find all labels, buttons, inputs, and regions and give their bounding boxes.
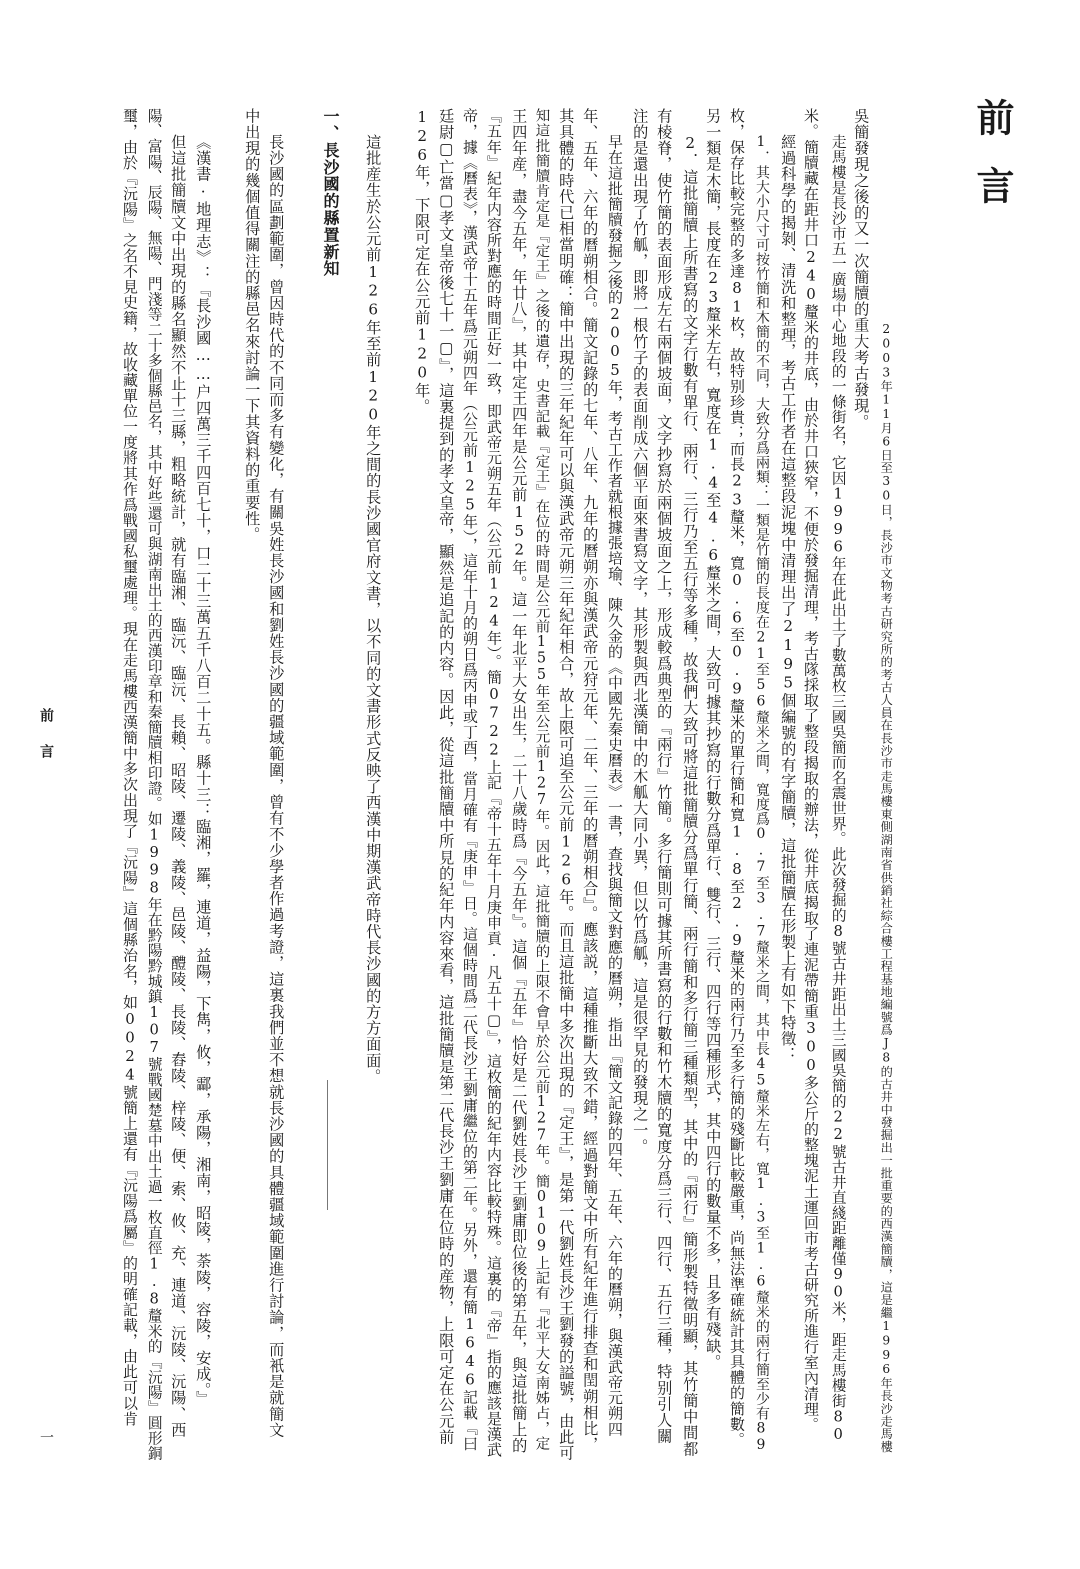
text-column: 王四年産，盡今五年，年廿八』，其中定王四年是公元前152年。這一年北平大女出生，二十八歲時爲『今五年』。這個『五年』恰好是二代劉姓長沙王劉庸即位後的第五年，與這批簡上的 bbox=[510, 108, 529, 1454]
text-column: 長沙國的區劃範圍，曾因時代的不同而多有變化，有關吳姓長沙國和劉姓長沙國的疆域範圍，曾有不少學者作過考證，這裏我們並不想就長沙國的具體疆域範圍進行討論，而衹是就簡文 bbox=[267, 134, 286, 1439]
text-column: 走馬樓是長沙市五一廣場中心地段的一條街名，它因1996年在此出土了數萬枚三國吳簡而名震世界。此次發掘的8號古井距出土三國吳簡的22號古井直綫距離僅90米，距走馬樓街80 bbox=[829, 134, 847, 1444]
text-column: 但這批簡牘文中出現的縣名顯然不止十三縣，粗略統計，就有臨湘、臨沅、臨沅、長賴、昭陵、遷陵、義陵、邑陵、醴陵、長陵、舂陵、梓陵、便、索、攸、充、連道、沅陵、沅陽、西 bbox=[169, 134, 188, 1439]
text-column: 早在這批簡牘發掘之後的2005年，考古工作者就根據張培瑜、陳久金的《中國先秦史曆表》一書，查找與簡文對應的曆朔，指出『簡文記錄的四年、五年、六年的曆朔，與漢武帝元朔四 bbox=[605, 134, 624, 1437]
text-column: 其具體的時代已相當明確：簡中出現的三年紀年可以與漢武帝元朔三年紀年相合，故上限可追至公元前126年。而且這批簡中多次出現的『定王』，是第一代劉姓長沙王劉發的謚號，由此可 bbox=[557, 108, 576, 1462]
text-column: 2003年11月6日至30日，長沙市文物考古研究所的考古人員在長沙市走馬樓東側湖南省供銷社綜合樓工程基地編號爲J8的古井中發掘出一批重要的西漢簡牘，這是繼1996年長沙走馬樓 bbox=[879, 322, 894, 1453]
text-column: 知這批簡牘肯定是『定王』之後的遺存，史書記載『定王』在位的時間是公元前155年至公元前127年。因此，這批簡牘的上限不會早於公元前127年。簡0109上記有『北平大女南姊占，定 bbox=[533, 108, 550, 1451]
text-column: 『五年』紀年内容所對應的時間正好一致，即武帝元朔五年（公元前124年）。簡0722上記『帝十五年十月庚申貢·凡五十▢』，這枚簡的紀年内容比較特殊。這裏的『帝』指的應該是漢武 bbox=[484, 108, 503, 1458]
text-column: 經過科學的揭剝、清洗和整理，考古工作者在這整段泥塊中清理出了2195個編號的有字簡牘，這批簡牘在形製上有如下特徵： bbox=[779, 134, 798, 1063]
text-column: 有棱脊，使竹簡的表面形成左右兩個坡面，文字抄寫於兩個坡面之上，形成較爲典型的『兩行』竹簡。多行簡則可據其所書寫的行數和竹木牘的寬度分爲三行、四行、五行三種，特别引人關 bbox=[655, 108, 674, 1445]
text-column: 廷尉▢亡當▢孝文皇帝後七十一▢』，這裏提到的孝文皇帝，顯然是追記的内容。因此，從這批簡牘中所見的紀年内容來看，這批簡牘是第二代長沙王劉庸在位時的産物，上限可定在公元前 bbox=[437, 108, 456, 1446]
text-column: 中出現的幾個值得關注的縣邑名來討論一下其資料的重要性。 bbox=[243, 108, 262, 543]
text-column: 這批産生於公元前126年至前120年之間的長沙國官府文書，以不同的文書形式反映了西漢中期漢武帝時代長沙國的方方面面。 bbox=[364, 134, 383, 1085]
text-column: 帝，據《曆表》，漢武帝十五年爲元朔四年（公元前125年），這年十月的朔日爲丙申或丁酉，當月確有『庚申』日。這個時間爲二代長沙王劉庸繼位的第二年。另外，還有簡1646記載『曰 bbox=[460, 108, 479, 1452]
running-head: 前言 bbox=[38, 708, 54, 780]
text-column: 枚，保存比較完整的多達81枚，故特别珍貴；而長23釐米，寬0.6至0.9釐米的單行簡和寬1.8至2.9釐米的兩行乃至多行簡的殘斷比較嚴重，尚無法準確統計其具體的簡數。 bbox=[727, 108, 746, 1448]
margin-rule bbox=[327, 1080, 328, 1210]
text-column: 另一類是木簡，長度在23釐米左右，寬度在1.4至4.6釐米之間，大致可據其抄寫的行數分爲單行、雙行、三行、四行等四種形式，其中四行的數量不多，且多有殘缺。 bbox=[704, 108, 723, 1371]
text-column: 2．這批簡牘上所書寫的文字行數有單行、兩行、三行乃至五行等多種，故我們大致可將這批簡牘分爲單行簡、兩行簡和多行簡三種類型，其中的『兩行』簡形製特徵明顯，其竹簡中間都 bbox=[681, 134, 700, 1457]
text-column: 《漢書·地理志》：『長沙國……户四萬三千四百七十，口二十三萬五千八百二十五。縣十三：臨湘，羅，連道，益陽，下雋，攸，酃，承陽，湘南，昭陵，荼陵，容陵，安成。』 bbox=[194, 134, 213, 1407]
text-column: 米。簡牘藏在距井口240釐米的井底，由於井口狹窄，不便於發掘清理，考古隊採取了整段揭取的辦法，從井底揭取了連泥帶簡重300多公斤的整塊泥土運回市考古研究所進行室內清理。 bbox=[801, 108, 820, 1433]
text-column: 注的是還出現了竹觚，即將一根竹子的表面削成六個平面來書寫文字，其形製與西北漢簡中的木觚大同小異，但以竹爲觚，這是很罕見的發現之一。 bbox=[631, 108, 650, 1155]
text-column: 璽，由於『沅陽』之名不見史籍，故收藏單位一度將其作爲戰國私璽處理。現在走馬樓西漢簡中多次出現了『沅陽』這個縣治名，如0024號簡上還有『沅陽爲屬』的明確記載，由此可以肯 bbox=[120, 108, 139, 1427]
text-column: 126年，下限可定在公元前120年。 bbox=[413, 108, 432, 415]
text-column: 1．其大小尺寸可按竹簡和木簡的不同，大致分爲兩類：一類是竹簡的長度在21至56釐米之間，寬度爲0.7至3.7釐米之間，其中長45釐米左右，寬1.3至1.6釐米的兩行簡至少有89 bbox=[752, 134, 769, 1454]
page-number: 一 bbox=[38, 1430, 54, 1444]
text-column: 吳簡發現之後的又一次簡牘的重大考古發現。 bbox=[852, 108, 871, 430]
text-column: 陽、富陽、辰陽、無陽、門淺等二十多個縣邑名，其中好些還可與湖南出土的西漢印章和秦簡牘相印證。如1998年在黔陽黔城鎮107號戰國楚墓中出土過一枚直徑1.8釐米的『沅陽』圓形銅 bbox=[145, 108, 163, 1462]
section-heading: 一、長沙國的縣置新知 bbox=[321, 108, 340, 277]
page-title: 前言 bbox=[970, 98, 1015, 234]
text-column: 年、五年、六年的曆朔相合。簡文記錄的七年、八年、九年的曆朔亦與漢武帝元狩元年、二年、三年的曆朔相合』。應該説，這種推斷大致不錯，經過對簡文中所有紀年進行排查和閏朔相比， bbox=[581, 108, 600, 1453]
